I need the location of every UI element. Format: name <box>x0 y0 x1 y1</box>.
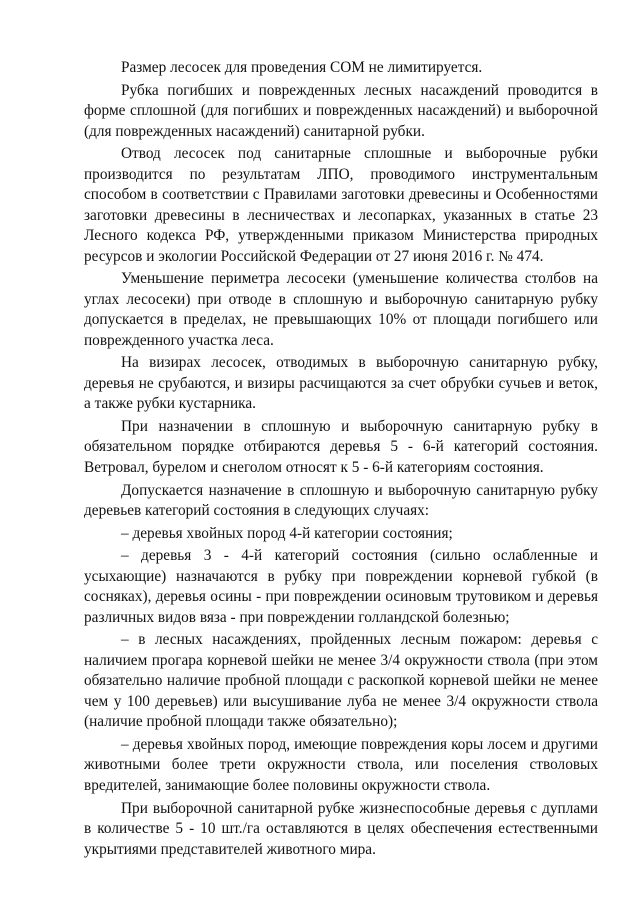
paragraph-allotment-rules: Отвод лесосек под санитарные сплошные и выборочные рубки производится по результатам ЛПО, проводимого инструментальным способом в соответствии с Правилами заготовки древесины и Особенностями заготовки древесины в лесничествах и лесопарках, указанных в статье 23 Лесного кодекса РФ, утвержденными приказом Министерства природных ресурсов и экологии Российской Федерации от 27 июня 2016 г. № 474. <box>84 145 598 265</box>
list-item-fire-damage: – в лесных насаждениях, пройденных лесным пожаром: деревья с наличием прогара корневой шейки не менее 3/4 окружности ствола (при этом обязательно наличие пробной площади с раскопкой корневой шейки не менее чем у 100 деревьев) или высушивание луба не менее 3/4 окружности ствола (наличие пробной площади также обязательно); <box>84 631 598 731</box>
paragraph-perimeter-reduction: Уменьшение периметра лесосеки (уменьшение количества столбов на углах лесосеки) при отводе в сплошную и выборочную санитарную рубку допускается в пределах, не превышающих 10% от площади погибшего или поврежденного участка леса. <box>84 270 598 349</box>
paragraph-allowed-cases-intro: Допускается назначение в сплошную и выборочную санитарную рубку деревьев категорий состояния в следующих случаях: <box>84 481 598 520</box>
paragraph-plot-size: Размер лесосек для проведения СОМ не лимитируется. <box>121 59 483 76</box>
list-item-conifers: – деревья хвойных пород 4-й категории состояния; <box>121 524 453 542</box>
paragraph-hollow-trees: При выборочной санитарной рубке жизнеспособные деревья с дуплами в количестве 5 - 10 шт./га оставляются в целях обеспечения естественными укрытиями представителей животного мира. <box>84 799 598 858</box>
document-page <box>84 58 598 862</box>
paragraph-sight-lines: На визирах лесосек, отводимых в выборочную санитарную рубку, деревья не срубаются, и визиры расчищаются за счет обрубки сучьев и веток, а также рубки кустарника. <box>84 354 598 413</box>
list-item-root-rot: – деревья 3 - 4-й категорий состояния (сильно ослабленные и усыхающие) назначаются в рубку при повреждении корневой губкой (в сосняках), деревья осины - при повреждении осиновым трутовиком и деревья различных видов вяза - при повреждении голландской болезнью; <box>84 547 598 626</box>
paragraph-mandatory-selection: При назначении в сплошную и выборочную санитарную рубку в обязательном порядке отбираются деревья 5 - 6-й категорий состояния. Ветровал, бурелом и снеголом относят к 5 - 6-й категориям состояния. <box>84 417 598 476</box>
paragraph-cutting-form: Рубка погибших и поврежденных лесных насаждений проводится в форме сплошной (для погибших и поврежденных насаждений) и выборочной (для поврежденных насаждений) санитарной рубки. <box>84 81 598 140</box>
list-item-bark-damage: – деревья хвойных пород, имеющие повреждения коры лосем и другими животными более трети окружности ствола, или поселения стволовых вредителей, занимающие более половины окружности ствола. <box>84 735 598 794</box>
